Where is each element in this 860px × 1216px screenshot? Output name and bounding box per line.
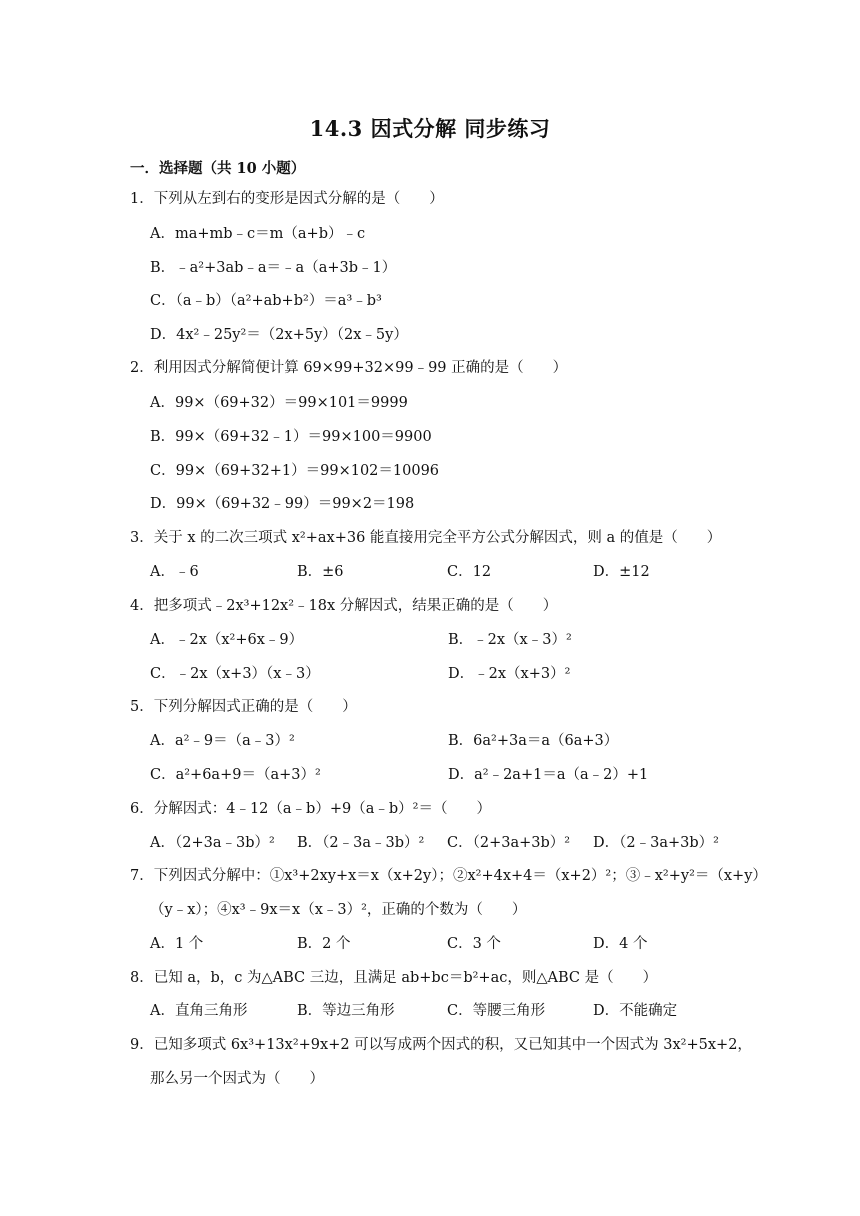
question-1-option-b: B．﹣a²+3ab﹣a＝﹣a（a+3b﹣1） xyxy=(150,260,397,276)
section-heading: 一．选择题（共 10 小题） xyxy=(130,160,306,177)
question-4-option-c: C．﹣2x（x+3）（x﹣3） xyxy=(150,666,320,682)
question-4-option-b: B．﹣2x（x﹣3）² xyxy=(448,632,572,648)
question-7-option-c: C．3 个 xyxy=(447,936,501,952)
question-6-option-d: D．（2﹣3a+3b）² xyxy=(593,835,719,851)
question-9-stem: 9．已知多项式 6x³+13x²+9x+2 可以写成两个因式的积，又已知其中一个因式为 3x²+5x+2， xyxy=(130,1037,752,1053)
question-4-option-d: D．﹣2x（x+3）² xyxy=(448,666,571,682)
question-7-stem: 7．下列因式分解中：①x³+2xy+x＝x（x+2y）；②x²+4x+4＝（x+2）²；③﹣x²+y²＝（x+y） xyxy=(130,868,767,884)
question-5-option-a: A．a²﹣9＝（a﹣3）² xyxy=(150,733,295,749)
question-7-option-d: D．4 个 xyxy=(593,936,648,952)
page-title: 14.3 因式分解 同步练习 xyxy=(309,116,551,141)
question-2-stem: 2．利用因式分解简便计算 69×99+32×99﹣99 正确的是（ ） xyxy=(130,360,568,376)
question-6-option-c: C．（2+3a+3b）² xyxy=(447,835,571,851)
question-3-option-c: C．12 xyxy=(447,564,492,580)
question-7-option-a: A．1 个 xyxy=(150,936,204,952)
question-8-option-a: A．直角三角形 xyxy=(150,1003,248,1019)
question-8-stem: 8．已知 a，b，c 为△ABC 三边，且满足 ab+bc＝b²+ac，则△ABC 是（ ） xyxy=(130,970,658,986)
question-6-option-b: B．（2﹣3a﹣3b）² xyxy=(297,835,425,851)
question-9-stem-continued: 那么另一个因式为（ ） xyxy=(150,1071,324,1087)
question-2-option-c: C．99×（69+32+1）＝99×102＝10096 xyxy=(150,463,440,479)
question-7-stem-continued: （y﹣x）；④x³﹣9x＝x（x﹣3）²，正确的个数为（ ） xyxy=(150,902,527,918)
question-6-stem: 6．分解因式：4﹣12（a﹣b）+9（a﹣b）²＝（ ） xyxy=(130,801,491,817)
question-1-option-c: C．（a﹣b）（a²+ab+b²）＝a³﹣b³ xyxy=(150,293,382,309)
question-2-option-d: D．99×（69+32﹣99）＝99×2＝198 xyxy=(150,496,415,512)
question-4-option-a: A．﹣2x（x²+6x﹣9） xyxy=(150,632,304,648)
question-5-option-c: C．a²+6a+9＝（a+3）² xyxy=(150,767,321,783)
question-5-option-d: D．a²﹣2a+1＝a（a﹣2）+1 xyxy=(448,767,649,783)
question-6-option-a: A．（2+3a﹣3b）² xyxy=(150,835,275,851)
question-7-option-b: B．2 个 xyxy=(297,936,351,952)
question-1-option-d: D．4x²﹣25y²＝（2x+5y）（2x﹣5y） xyxy=(150,327,408,343)
question-5-option-b: B．6a²+3a＝a（6a+3） xyxy=(448,733,619,749)
question-8-option-c: C．等腰三角形 xyxy=(447,1003,546,1019)
question-2-option-a: A．99×（69+32）＝99×101＝9999 xyxy=(150,395,408,411)
question-3-stem: 3．关于 x 的二次三项式 x²+ax+36 能直接用完全平方公式分解因式，则 a 的值是（ ） xyxy=(130,530,722,546)
question-1-stem: 1．下列从左到右的变形是因式分解的是（ ） xyxy=(130,191,444,207)
question-3-option-a: A．﹣6 xyxy=(150,564,199,580)
question-8-option-b: B．等边三角形 xyxy=(297,1003,395,1019)
question-5-stem: 5．下列分解因式正确的是（ ） xyxy=(130,699,357,715)
question-2-option-b: B．99×（69+32﹣1）＝99×100＝9900 xyxy=(150,429,432,445)
question-3-option-d: D．±12 xyxy=(593,564,650,580)
question-4-stem: 4．把多项式﹣2x³+12x²﹣18x 分解因式，结果正确的是（ ） xyxy=(130,598,558,614)
question-8-option-d: D．不能确定 xyxy=(593,1003,678,1019)
question-3-option-b: B．±6 xyxy=(297,564,344,580)
question-1-option-a: A．ma+mb﹣c＝m（a+b）﹣c xyxy=(150,226,366,242)
